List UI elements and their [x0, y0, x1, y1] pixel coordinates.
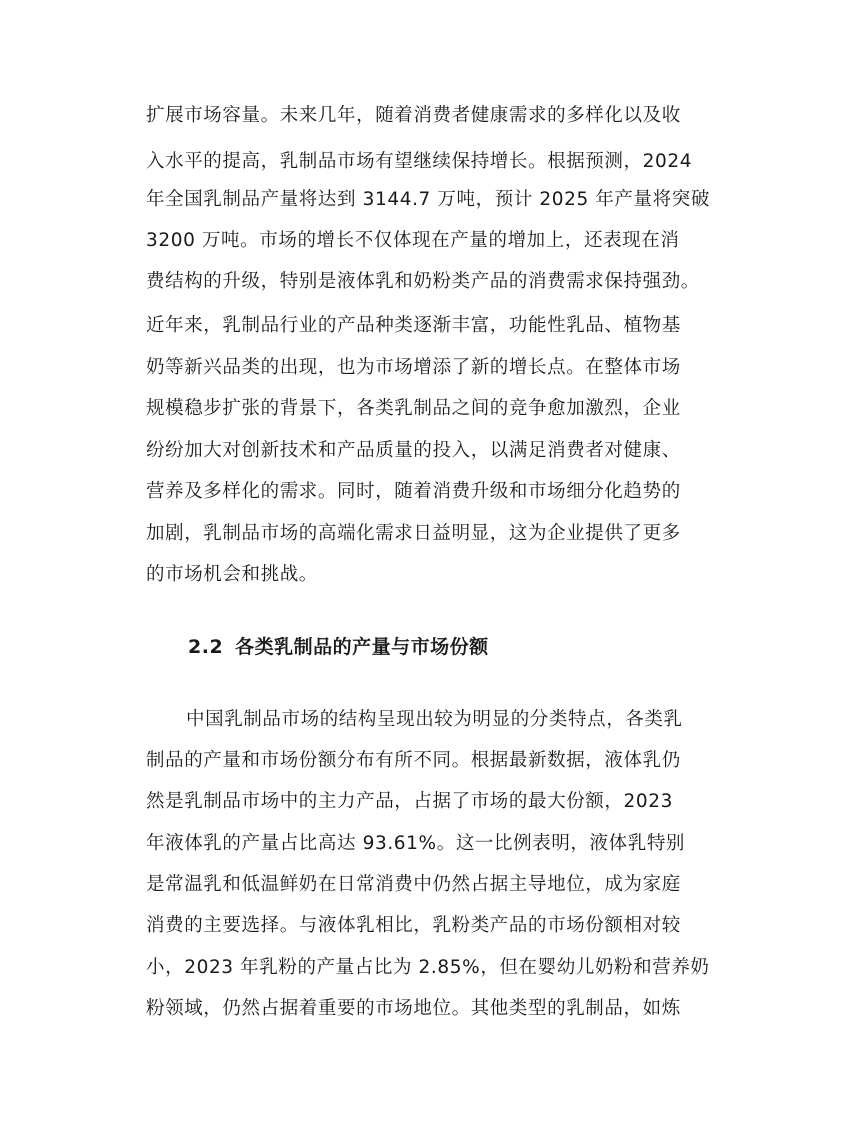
- text-line: 的市场机会和挑战。: [146, 564, 318, 585]
- text-line: 中国乳制品市场的结构呈现出较为明显的分类特点，各类乳: [186, 709, 683, 730]
- text-line: 粉领域，仍然占据着重要的市场地位。其他类型的乳制品，如炼: [146, 998, 681, 1019]
- text-line: 扩展市场容量。未来几年，随着消费者健康需求的多样化以及收: [146, 105, 681, 126]
- text-line: 3200 万吨。市场的增长不仅体现在产量的增加上，还表现在消: [146, 230, 680, 251]
- section-number: 2.2: [188, 636, 224, 658]
- text-line: 近年来，乳制品行业的产品种类逐渐丰富，功能性乳品、植物基: [146, 315, 681, 336]
- section-title: 各类乳制品的产量与市场份额: [235, 636, 489, 658]
- text-line: 费结构的升级，特别是液体乳和奶粉类产品的消费需求保持强劲。: [146, 271, 700, 292]
- text-line: 入水平的提高，乳制品市场有望继续保持增长。根据预测，2024: [146, 151, 693, 172]
- text-line: 消费的主要选择。与液体乳相比，乳粉类产品的市场份额相对较: [146, 915, 681, 936]
- text-line: 年全国乳制品产量将达到 3144.7 万吨，预计 2025 年产量将突破: [146, 189, 710, 210]
- text-line: 加剧，乳制品市场的高端化需求日益明显，这为企业提供了更多: [146, 523, 681, 544]
- text-line: 小，2023 年乳粉的产量占比为 2.85%，但在婴幼儿奶粉和营养奶: [146, 957, 710, 978]
- text-line: 制品的产量和市场份额分布有所不同。根据最新数据，液体乳仍: [146, 750, 681, 771]
- text-line: 是常温乳和低温鲜奶在日常消费中仍然占据主导地位，成为家庭: [146, 874, 681, 895]
- text-line: 年液体乳的产量占比高达 93.61%。这一比例表明，液体乳特别: [146, 833, 686, 854]
- text-line: 规模稳步扩张的背景下，各类乳制品之间的竞争愈加激烈，企业: [146, 398, 681, 419]
- text-line: 纷纷加大对创新技术和产品质量的投入，以满足消费者对健康、: [146, 440, 681, 461]
- section-heading: [188, 634, 489, 660]
- text-line: 奶等新兴品类的出现，也为市场增添了新的增长点。在整体市场: [146, 357, 681, 378]
- text-line: 然是乳制品市场中的主力产品，占据了市场的最大份额，2023: [146, 791, 673, 812]
- text-line: 营养及多样化的需求。同时，随着消费升级和市场细分化趋势的: [146, 481, 681, 502]
